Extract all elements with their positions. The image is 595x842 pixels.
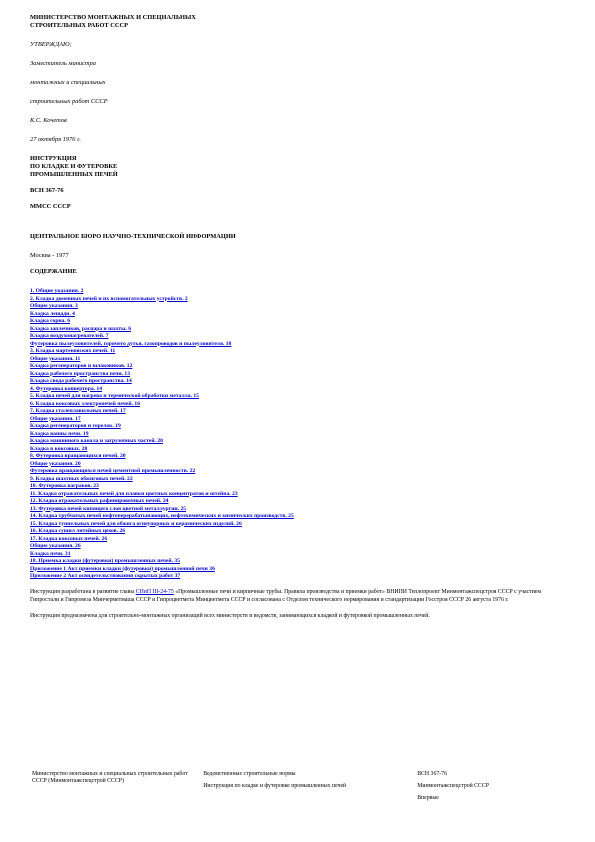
toc-link[interactable]: 18. Приемка кладки (футеровки) промышленных печей. 35 <box>30 558 181 564</box>
toc-link[interactable]: Футеровка пылеуловителей, горячего дутья, газопроводов и пылеуловителя. 10 <box>30 340 232 347</box>
deputy-line-2: монтажных и специальных <box>30 79 106 86</box>
toc-link[interactable]: 9. Кладка шахтных обжиговых печей. 22 <box>30 475 133 482</box>
toc-link[interactable]: 2. Кладка доменных печей и их вспомогательных устройств. 2 <box>30 295 188 302</box>
intro-text-part1: Инструкция разработана в развитие главы <box>30 588 135 595</box>
intro-text-part2: «Промышленные печи и кирпичные трубы. Правила производства и приемки работ» ВНИПИ Теплопроект Минмонтажспецстроя СССР с участием Гипростали и Гипромеза Минчерметмаша СССР и Гипроцветмета Минцветмета СССР и согласована с Отделом технического нормирования и стандартизации Госстроя СССР 26 августа 1976 г. <box>30 588 542 604</box>
footer-doc-title: Инструкция по кладке и футеровке промышленных печей <box>203 783 347 789</box>
toc-link[interactable]: Кладка машинного канала и загрузочных частей. 20 <box>30 438 163 444</box>
toc-link[interactable]: Приложение 1 Акт приемки кладки (футеровки) промышленной печи 36 <box>30 565 215 572</box>
toc-link[interactable]: 10. Футеровка ваграков. 23 <box>30 483 99 489</box>
table-of-contents <box>30 288 570 581</box>
doc-code: ВСН 367-76 <box>30 187 64 194</box>
doc-org: ММСС СССР <box>30 203 71 210</box>
document-footer-table <box>30 770 565 803</box>
intro-paragraph <box>30 588 570 606</box>
toc-link[interactable]: Кладка в коксовых. 20 <box>30 445 88 452</box>
toc-link[interactable]: Общие указания. 3 <box>30 303 78 309</box>
toc-link[interactable]: 11. Кладка отражательных печей для плавки цветных концентратов и штейна. 23 <box>30 490 238 497</box>
toc-link[interactable]: 6. Кладка коксовых электропечей печей. 16 <box>30 400 141 407</box>
title-line-3: ПРОМЫШЛЕННЫХ ПЕЧЕЙ <box>30 171 118 178</box>
ministry-line-2: СТРОИТЕЛЬНЫХ РАБОТ СССР <box>30 22 129 29</box>
toc-link[interactable]: Общие указания. 20 <box>30 460 81 467</box>
toc-link[interactable]: Кладка горна. 6 <box>30 318 71 324</box>
toc-link[interactable]: Кладка рабочего пространства печи. 13 <box>30 370 131 377</box>
ministry-line-1: МИНИСТЕРСТВО МОНТАЖНЫХ И СПЕЦИАЛЬНЫХ <box>30 14 196 21</box>
toc-link[interactable]: 7. Кладка сталеплавильных печей. 17 <box>30 408 126 414</box>
approval-date: 27 октября 1976 г. <box>30 136 82 143</box>
footer-doc-type: Ведомственные строительные нормы <box>203 771 296 777</box>
toc-link[interactable]: 15. Кладка туннельных печей для обжига огнеупорных и керамических изделий. 26 <box>30 520 242 527</box>
city-year: Москва - 1977 <box>30 252 69 259</box>
bureau-name: ЦЕНТРАЛЬНОЕ БЮРО НАУЧНО-ТЕХНИЧЕСКОЙ ИНФОРМАЦИИ <box>30 233 236 240</box>
toc-link[interactable]: Общие указания. 11 <box>30 355 81 362</box>
title-line-2: ПО КЛАДКЕ И ФУТЕРОВКЕ <box>30 163 118 170</box>
toc-link[interactable]: Общие указания. 17 <box>30 415 81 422</box>
toc-link[interactable]: Кладка регенераторов и шлаковиков. 12 <box>30 363 133 369</box>
footer-first-edition: Впервые <box>417 795 439 801</box>
toc-link[interactable]: Кладка лещади. 4 <box>30 310 75 317</box>
toc-link[interactable]: 16. Кладка сушил литейных цехов. 26 <box>30 528 126 534</box>
toc-link[interactable]: Общие указания. 26 <box>30 543 81 549</box>
toc-link[interactable]: Кладка регенераторов и горелок. 19 <box>30 423 121 429</box>
toc-link[interactable]: 13. Футеровка печей кипящего слоя цветной металлургии. 25 <box>30 505 187 512</box>
toc-link[interactable]: 17. Кладка коксовых печей. 26 <box>30 535 108 542</box>
footer-org: Минмонтажспецстрой СССР <box>417 783 489 789</box>
toc-link[interactable]: Кладка печи. 31 <box>30 550 71 557</box>
toc-link[interactable]: 1. Общие указания. 2 <box>30 288 84 294</box>
signer-name: К.С. Кочетов <box>30 117 67 124</box>
toc-link[interactable]: 12. Кладка отражательных рафинировочных печей. 24 <box>30 498 169 504</box>
title-line-1: ИНСТРУКЦИЯ <box>30 155 77 162</box>
snip-link[interactable]: СНиП III-24-75 <box>135 588 174 595</box>
toc-link[interactable]: Приложение 2 Акт освидетельствования скрытых работ 37 <box>30 573 181 579</box>
deputy-line-3: строительных работ СССР <box>30 98 108 105</box>
toc-link[interactable]: 8. Футеровка вращающихся печей. 20 <box>30 453 126 459</box>
approve-label: УТВЕРЖДАЮ; <box>30 41 72 48</box>
contents-heading: СОДЕРЖАНИЕ <box>30 268 77 275</box>
toc-link[interactable]: 3. Кладка мартеновских печей. 11 <box>30 348 116 354</box>
toc-link[interactable]: Кладка воздухонагревателей. 7 <box>30 333 109 339</box>
purpose-paragraph: Инструкция предназначена для строительно-монтажных организаций всех министерств и ведомств, занимающихся кладкой и футеровкой промышленных печей. <box>30 613 430 620</box>
toc-link[interactable]: 5. Кладка печей для нагрева и термической обработки металла. 15 <box>30 393 199 399</box>
toc-link[interactable]: Кладка ванны печи. 19 <box>30 430 89 437</box>
deputy-line-1: Заместитель министра <box>30 60 96 67</box>
footer-ministry: Министерство монтажных и специальных строительных работ СССР (Минмонтажспецстрой СССР) <box>32 771 188 784</box>
document-page <box>30 14 570 621</box>
toc-link[interactable]: Кладка заплечиков, распара и шахты. 6 <box>30 325 132 332</box>
toc-link[interactable]: 4. Футеровка конвертора. 14 <box>30 385 103 392</box>
toc-link[interactable]: Кладка свода рабочего пространства. 14 <box>30 378 132 384</box>
footer-doc-code: ВСН 367-76 <box>417 771 447 777</box>
toc-link[interactable]: 14. Кладка трубчатых печей нефтеперерабатывающих, нефтехимических и химических производств. 25 <box>30 513 294 519</box>
toc-link[interactable]: Футеровка вращающихся печей цементной промышленности. 22 <box>30 468 196 474</box>
